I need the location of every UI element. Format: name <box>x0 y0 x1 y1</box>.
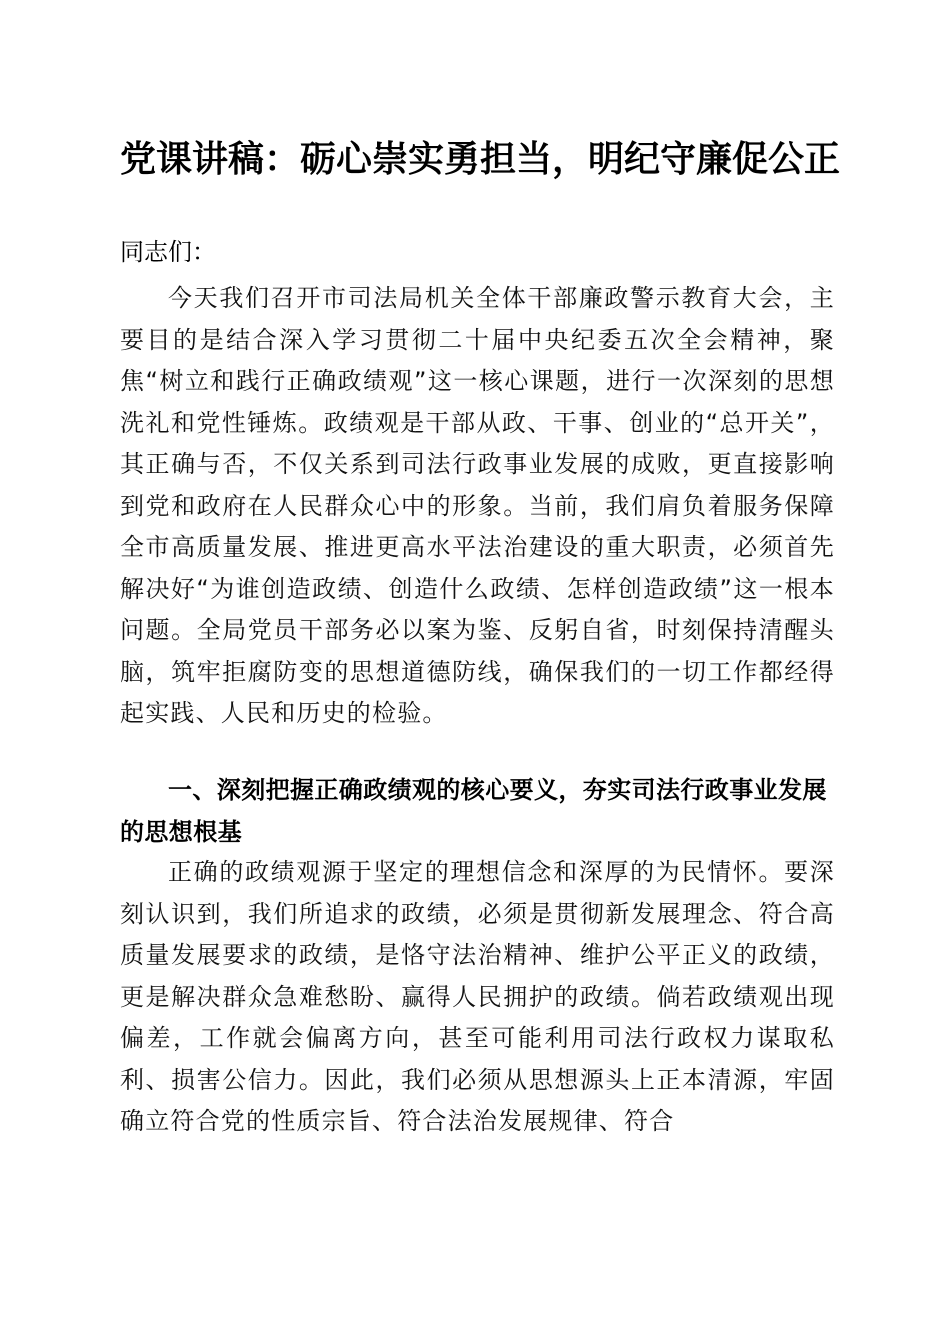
body-paragraph-intro: 今天我们召开市司法局机关全体干部廉政警示教育大会，主要目的是结合深入学习贯彻二十届中央纪委五次全会精神，聚焦“树立和践行正确政绩观”这一核心课题，进行一次深刻的思想洗礼和党性锤炼。政绩观是干部从政、干事、创业的“总开关”，其正确与否，不仅关系到司法行政事业发展的成败，更直接影响到党和政府在人民群众心中的形象。当前，我们肩负着服务保障全市高质量发展、推进更高水平法治建设的重大职责，必须首先解决好“为谁创造政绩、创造什么政绩、怎样创造政绩”这一根本问题。全局党员干部务必以案为鉴、反躬自省，时刻保持清醒头脑，筑牢拒腐防变的思想道德防线，确保我们的一切工作都经得起实践、人民和历史的检验。 <box>120 284 835 727</box>
salutation: 同志们： <box>120 238 216 266</box>
body-paragraph-section-1: 正确的政绩观源于坚定的理想信念和深厚的为民情怀。要深刻认识到，我们所追求的政绩，必须是贯彻新发展理念、符合高质量发展要求的政绩，是恪守法治精神、维护公平正义的政绩，更是解决群众急难愁盼、赢得人民拥护的政绩。倘若政绩观出现偏差，工作就会偏离方向，甚至可能利用司法行政权力谋取私利、损害公信力。因此，我们必须从思想源头上正本清源，牢固确立符合党的性质宗旨、符合法治发展规律、符合 <box>120 858 835 1135</box>
document-title: 党课讲稿：砺心崇实勇担当，明纪守廉促公正 <box>120 138 841 180</box>
section-heading-1: 一、深刻把握正确政绩观的核心要义，夯实司法行政事业发展的思想根基 <box>120 776 827 846</box>
